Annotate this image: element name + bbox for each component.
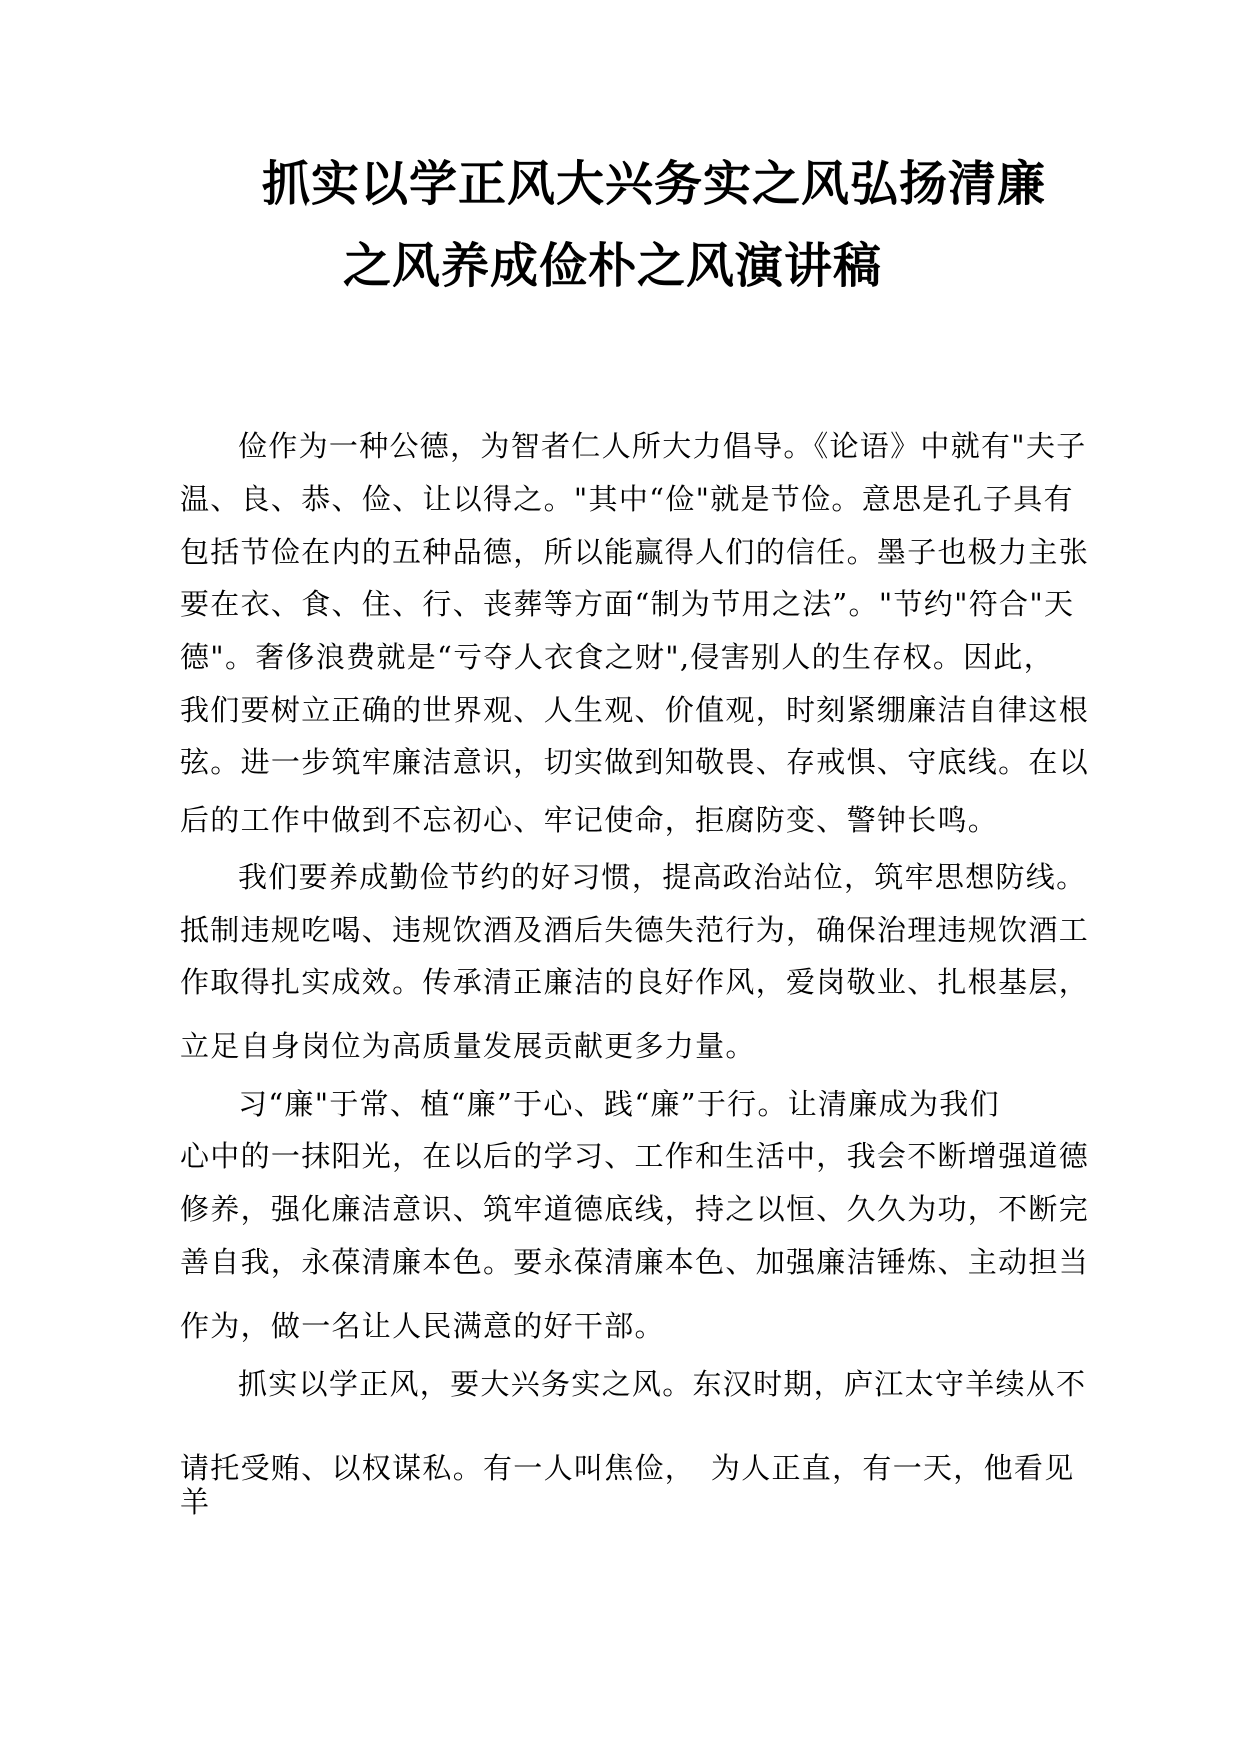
paragraph-line: 俭作为一种公德，为智者仁人所大力倡导。《论语》中就有"夫子 bbox=[238, 429, 1087, 463]
paragraph-line: 羊 bbox=[180, 1485, 211, 1519]
paragraph-line: 修养，强化廉洁意识、筑牢道德底线，持之以恒、久久为功，不断完 bbox=[180, 1192, 1090, 1226]
paragraph-line: 作取得扎实成效。传承清正廉洁的良好作风，爱岗敬业、扎根基层， bbox=[180, 965, 1090, 999]
document-title-line-2: 之风养成俭朴之风演讲稿 bbox=[343, 238, 883, 294]
document-title-line-1: 抓实以学正风大兴务实之风弘扬清廉 bbox=[262, 156, 1047, 212]
paragraph-line: 作为，做一名让人民满意的好干部。 bbox=[180, 1309, 665, 1343]
paragraph-line: 德"。奢侈浪费就是“亏夺人衣食之财",侵害别人的生存权。因此， bbox=[180, 640, 1055, 674]
paragraph-line: 后的工作中做到不忘初心、牢记使命，拒腐防变、警钟长鸣。 bbox=[180, 803, 999, 837]
paragraph-line: 弦。进一步筑牢廉洁意识，切实做到知敬畏、存戒惧、守底线。在以 bbox=[180, 745, 1090, 779]
paragraph-line: 善自我，永葆清廉本色。要永葆清廉本色、加强廉洁锤炼、主动担当 bbox=[180, 1245, 1090, 1279]
paragraph-line: 立足自身岗位为高质量发展贡献更多力量。 bbox=[180, 1029, 756, 1063]
paragraph-line: 包括节俭在内的五种品德，所以能赢得人们的信任。墨子也极力主张 bbox=[180, 535, 1090, 569]
paragraph-line: 习“廉"于常、植“廉”于心、践“廉”于行。让清廉成为我们 bbox=[238, 1087, 1000, 1121]
paragraph-line: 抵制违规吃喝、违规饮酒及酒后失德失范行为，确保治理违规饮酒工 bbox=[180, 913, 1090, 947]
paragraph-line: 请托受贿、以权谋私。有一人叫焦俭， 为人正直，有一天，他看见 bbox=[180, 1451, 1075, 1485]
paragraph-line: 温、良、恭、俭、让以得之。"其中“俭"就是节俭。意思是孔子具有 bbox=[180, 482, 1074, 516]
paragraph-line: 要在衣、食、住、行、丧葬等方面“制为节用之法”。"节约"符合"天 bbox=[180, 587, 1075, 621]
paragraph-line: 心中的一抹阳光，在以后的学习、工作和生活中，我会不断增强道德 bbox=[180, 1139, 1090, 1173]
paragraph-line: 我们要树立正确的世界观、人生观、价值观，时刻紧绷廉洁自律这根 bbox=[180, 693, 1090, 727]
paragraph-line: 我们要养成勤俭节约的好习惯，提高政治站位，筑牢思想防线。 bbox=[238, 860, 1087, 894]
paragraph-line: 抓实以学正风，要大兴务实之风。东汉时期，庐江太守羊续从不 bbox=[238, 1367, 1087, 1401]
